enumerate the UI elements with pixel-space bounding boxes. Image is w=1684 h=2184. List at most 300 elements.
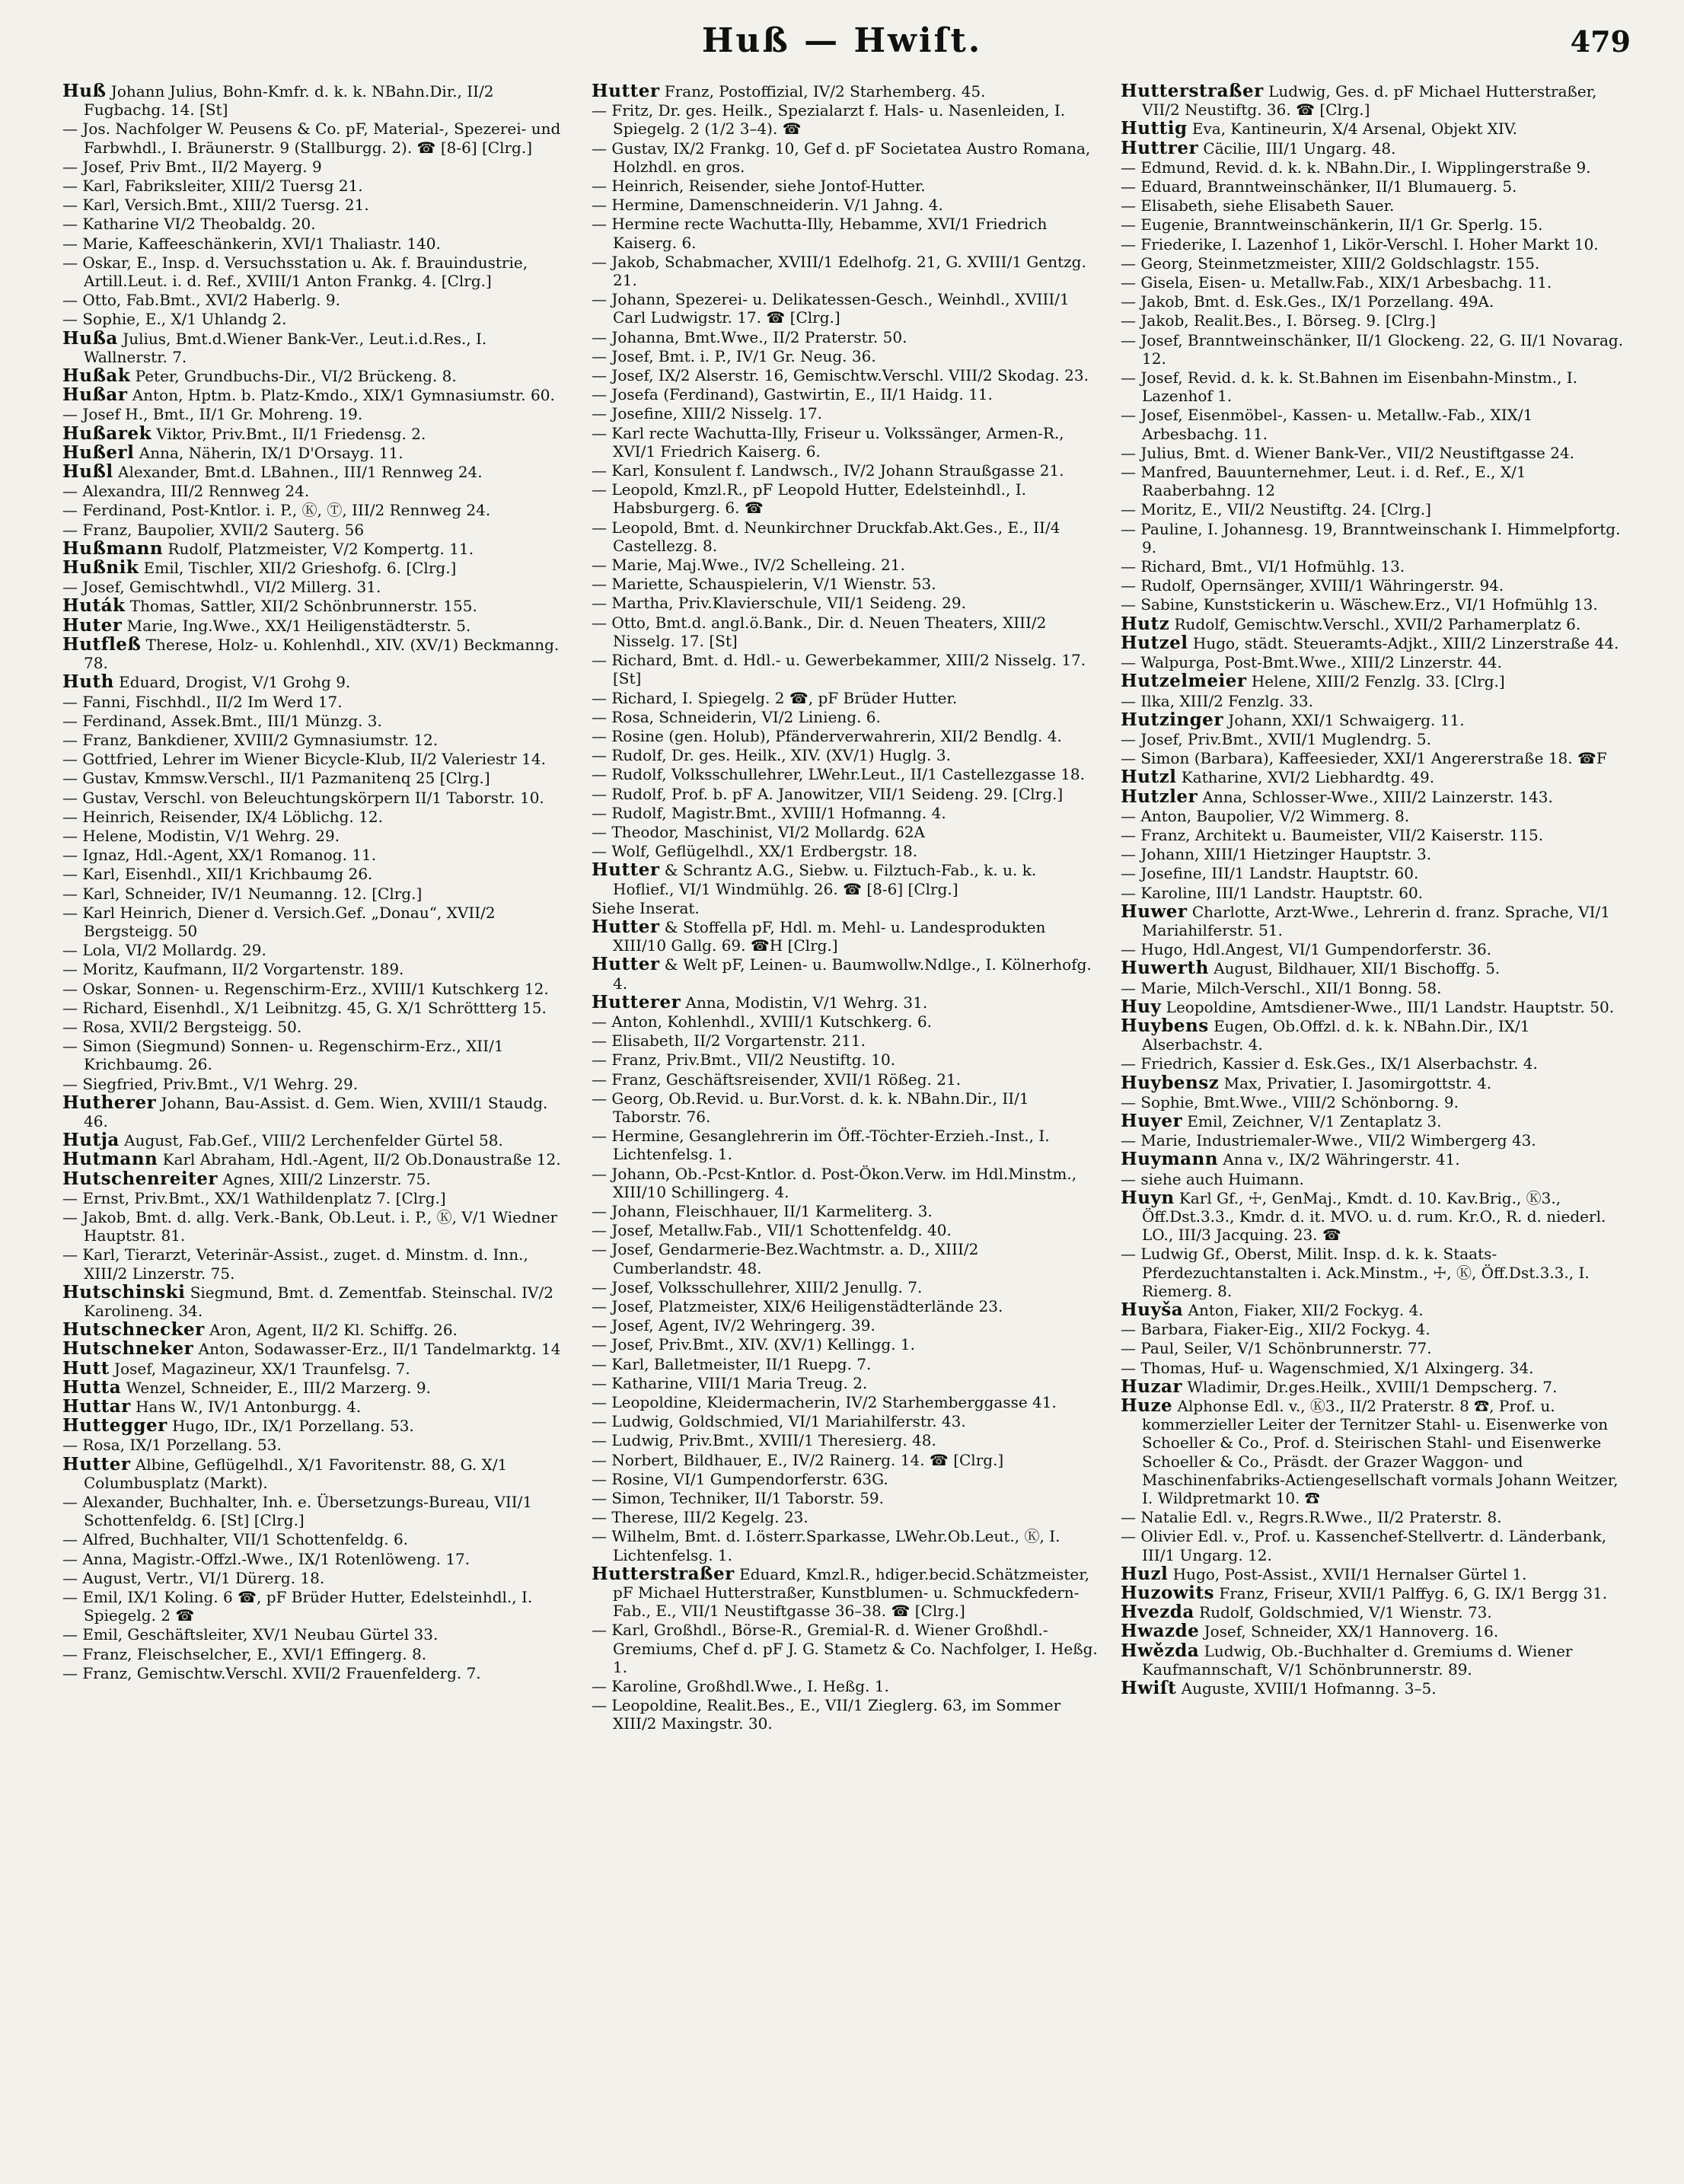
entry-text: — Johann, Spezerei- u. Delikatessen-Gesch., Weinhdl., XVIII/1 Carl Ludwigstr. 17. ☎ [Clrg.] xyxy=(592,290,1070,327)
entry-text: — Josef, Platzmeister, XIX/6 Heiligenstädterlände 23. xyxy=(592,1297,1003,1315)
directory-entry xyxy=(62,1283,572,1320)
entry-text: — Simon (Siegmund) Sonnen- u. Regenschirm-Erz., XII/1 Krichbaumg. 26. xyxy=(62,1037,504,1074)
entry-text: — Sophie, Bmt.Wwe., VIII/2 Schönborng. 9. xyxy=(1121,1092,1459,1111)
directory-entry xyxy=(62,1664,572,1682)
directory-entry xyxy=(1121,788,1631,806)
entry-text: — Josef, Revid. d. k. k. St.Bahnen im Eisenbahn-Minstm., I. Lazenhof 1. xyxy=(1121,368,1578,406)
entry-text: — Ignaz, Hdl.-Agent, XX/1 Romanog. 11. xyxy=(62,846,377,865)
entry-text: — Oskar, Sonnen- u. Regenschirm-Erz., XVIII/1 Kutschkerg 12. xyxy=(62,979,549,998)
entry-text: Hugo, Post-Assist., XVII/1 Hernalser Gürtel 1. xyxy=(1168,1564,1527,1583)
directory-entry xyxy=(1121,1112,1631,1130)
directory-entry xyxy=(1121,903,1631,939)
directory-entry xyxy=(62,750,572,768)
entry-surname: Huttrer xyxy=(1121,137,1199,158)
directory-entry xyxy=(592,1374,1102,1392)
entry-surname: Hutterstraßer xyxy=(592,1563,735,1584)
entry-text: Josef, Schneider, XX/1 Hannoverg. 16. xyxy=(1199,1622,1499,1641)
directory-entry xyxy=(1121,615,1631,633)
entry-text: — Heinrich, Reisender, IX/4 Löblichg. 12. xyxy=(62,807,383,826)
entry-text: August, Bildhauer, XII/1 Bischoffg. 5. xyxy=(1208,959,1501,978)
entry-text: — Jos. Nachfolger W. Peusens & Co. pF, Material-, Spezerei- und Farbwhdl., I. Bräunerstr. 9 (Stallburgg. 2). ☎ [8-6] [Clrg.] xyxy=(62,120,561,157)
directory-entry xyxy=(1121,672,1631,690)
directory-entry xyxy=(592,1696,1102,1733)
directory-entry xyxy=(592,366,1102,384)
entry-text: — Thomas, Huf- u. Wagenschmied, X/1 Alxingerg. 34. xyxy=(1121,1358,1534,1377)
directory-entry xyxy=(592,918,1102,955)
directory-entry xyxy=(592,1451,1102,1469)
directory-entry xyxy=(62,1645,572,1663)
directory-entry xyxy=(592,1202,1102,1220)
entry-text: Peter, Grundbuchs-Dir., VI/2 Brückeng. 8. xyxy=(130,367,457,386)
directory-columns xyxy=(62,82,1646,2168)
directory-entry xyxy=(592,785,1102,803)
directory-entry xyxy=(592,765,1102,783)
directory-entry xyxy=(592,1393,1102,1411)
entry-text: — Rudolf, Opernsänger, XVIII/1 Währingerstr. 94. xyxy=(1121,576,1504,595)
directory-entry xyxy=(62,1170,572,1188)
entry-surname: Hutter xyxy=(592,916,660,937)
directory-entry xyxy=(592,1527,1102,1564)
entry-text: Anton, Fiaker, XII/2 Fockyg. 4. xyxy=(1183,1301,1424,1319)
directory-entry xyxy=(1121,711,1631,729)
entry-surname: Hutta xyxy=(62,1376,122,1398)
directory-entry xyxy=(592,1240,1102,1277)
entry-text: — Karl, Eisenhdl., XII/1 Krichbaumg 26. xyxy=(62,865,373,884)
page-number: 479 xyxy=(1570,24,1631,59)
entry-text: — Gustav, Verschl. von Beleuchtungskörpern II/1 Taborstr. 10. xyxy=(62,788,544,807)
directory-entry xyxy=(592,424,1102,461)
entry-surname: Hußl xyxy=(62,461,113,483)
entry-text: Helene, XIII/2 Fenzlg. 33. [Clrg.] xyxy=(1246,672,1505,691)
directory-entry xyxy=(62,1208,572,1245)
entry-text: — Hermine, Damenschneiderin. V/1 Jahng. 4. xyxy=(592,196,943,215)
entry-text: Siegmund, Bmt. d. Zementfab. Steinschal. IV/2 Karolineng. 34. xyxy=(84,1283,553,1320)
directory-entry xyxy=(1121,196,1631,215)
directory-entry xyxy=(592,1127,1102,1163)
entry-text: Wenzel, Schneider, E., III/2 Marzerg. 9. xyxy=(121,1378,431,1397)
entry-text: — Hugo, Hdl.Angest, VI/1 Gumpendorferstr. 36. xyxy=(1121,940,1492,959)
directory-entry xyxy=(62,386,572,404)
entry-text: — Josef, Eisenmöbel-, Kassen- u. Metallw.-Fab., XIX/1 Arbesbachg. 11. xyxy=(1121,406,1533,443)
directory-entry xyxy=(62,501,572,519)
directory-entry xyxy=(592,1412,1102,1430)
directory-entry xyxy=(1121,177,1631,196)
directory-entry xyxy=(1121,158,1631,177)
directory-entry xyxy=(62,1588,572,1624)
directory-entry xyxy=(592,1677,1102,1695)
directory-entry xyxy=(62,673,572,691)
entry-text: Eugen, Ob.Offzl. d. k. k. NBahn.Dir., IX/1 Alserbachstr. 4. xyxy=(1142,1016,1530,1054)
directory-entry xyxy=(592,556,1102,574)
directory-entry xyxy=(1121,254,1631,273)
directory-entry xyxy=(62,1569,572,1587)
entry-text: Aron, Agent, II/2 Kl. Schiffg. 26. xyxy=(204,1321,458,1340)
directory-entry xyxy=(1121,1508,1631,1526)
directory-entry xyxy=(62,521,572,539)
entry-text: — Jakob, Schabmacher, XVIII/1 Edelhofg. 21, G. XVIII/1 Gentzg. 21. xyxy=(592,252,1086,290)
directory-entry xyxy=(62,865,572,883)
directory-entry xyxy=(592,993,1102,1012)
directory-entry xyxy=(62,82,572,119)
entry-text: Johann, XXI/1 Schwaigerg. 11. xyxy=(1223,710,1465,729)
entry-text: — Manfred, Bauunternehmer, Leut. i. d. Ref., E., X/1 Raaberbahng. 12 xyxy=(1121,463,1526,500)
entry-surname: Huybensz xyxy=(1121,1072,1220,1093)
directory-entry xyxy=(62,1625,572,1644)
entry-text: — Karl, Fabriksleiter, XIII/2 Tuersg 21. xyxy=(62,177,363,196)
directory-entry xyxy=(592,1089,1102,1126)
entry-text: — Alexandra, III/2 Rennweg 24. xyxy=(62,482,310,501)
directory-entry xyxy=(1121,1565,1631,1583)
directory-entry xyxy=(592,215,1102,251)
directory-entry xyxy=(1121,749,1631,767)
directory-entry xyxy=(62,789,572,807)
directory-entry xyxy=(592,1470,1102,1488)
entry-text: Charlotte, Arzt-Wwe., Lehrerin d. franz. Sprache, VI/1 Mariahilferstr. 51. xyxy=(1142,902,1610,939)
entry-text: Anna, Schlosser-Wwe., XIII/2 Lainzerstr. 143. xyxy=(1198,787,1553,806)
entry-text: — Lola, VI/2 Mollardg. 29. xyxy=(62,941,266,960)
entry-surname: Huß xyxy=(62,82,107,101)
directory-entry xyxy=(62,1340,572,1358)
directory-entry xyxy=(1121,959,1631,977)
entry-text: — Walpurga, Post-Bmt.Wwe., XIII/2 Linzerstr. 44. xyxy=(1121,653,1503,672)
directory-entry xyxy=(62,885,572,903)
directory-entry xyxy=(62,633,572,673)
directory-entry xyxy=(592,955,1102,992)
entry-surname: Hutherer xyxy=(62,1092,157,1113)
directory-entry xyxy=(1121,1359,1631,1377)
entry-text: — Hermine, Gesanglehrerin im Öff.-Töchter-Erzieh.-Inst., I. Lichtenfelsg. 1. xyxy=(592,1127,1050,1164)
entry-surname: Hußnik xyxy=(62,557,139,579)
directory-entry xyxy=(1121,864,1631,882)
entry-text: Max, Privatier, I. Jasomirgottstr. 4. xyxy=(1219,1073,1492,1092)
directory-entry xyxy=(592,575,1102,593)
directory-entry xyxy=(1121,1017,1631,1054)
directory-entry xyxy=(1121,273,1631,292)
entry-text: — Josef, IX/2 Alserstr. 16, Gemischtw.Verschl. VIII/2 Skodag. 23. xyxy=(592,366,1089,385)
entry-text: Alphonse Edl. v., Ⓚ3., II/2 Praterstr. 8 ☎, Prof. u. kommerzieller Leiter der Ternitzer Stahl- u. Eisenwerke von Schoeller & Co., Prof. d. Steirischen Stahl- und Eisenwerke Schoeller & Co., Präsdt. der Grazer Waggon- und Maschinenfabriks-Actiengesellschaft vormals Johann Weitzer, I. Wildpretmarkt 10. ☎ xyxy=(1142,1397,1619,1508)
directory-entry xyxy=(62,769,572,787)
entry-text: — Josef, Agent, IV/2 Wehringerg. 39. xyxy=(592,1316,875,1335)
directory-entry xyxy=(1121,1189,1631,1245)
directory-entry xyxy=(62,367,572,385)
entry-text: Wladimir, Dr.ges.Heilk., XVIII/1 Dempscherg. 7. xyxy=(1182,1377,1558,1396)
directory-entry xyxy=(592,861,1102,898)
directory-entry xyxy=(1121,1150,1631,1169)
entry-text: — Katharine VI/2 Theobaldg. 20. xyxy=(62,215,316,234)
directory-entry xyxy=(1121,235,1631,253)
directory-entry xyxy=(62,578,572,596)
page-header xyxy=(0,21,1684,75)
entry-text: — Siegfried, Priv.Bmt., V/1 Wehrg. 29. xyxy=(62,1074,359,1093)
entry-text: Franz, Friseur, XVII/1 Palffyg. 6, G. IX/1 Bergg 31. xyxy=(1214,1584,1608,1603)
entry-text: — Simon (Barbara), Kaffeesieder, XXI/1 Angererstraße 18. ☎F xyxy=(1121,749,1607,768)
directory-entry xyxy=(62,1189,572,1207)
entry-text: — Oskar, E., Insp. d. Versuchsstation u. Ak. f. Brauindustrie, Artill.Leut. i. d. Ref., XVIII/1 Anton Frankg. 4. [Clrg.] xyxy=(62,253,528,291)
directory-entry xyxy=(62,1398,572,1416)
entry-surname: Hußar xyxy=(62,384,128,406)
directory-entry xyxy=(1121,1320,1631,1338)
entry-text: Anton, Hptm. b. Platz-Kmdo., XIX/1 Gymnasiumstr. 60. xyxy=(127,386,555,405)
directory-entry xyxy=(1121,1093,1631,1111)
entry-surname: Huttegger xyxy=(62,1415,167,1436)
entry-text: — Olivier Edl. v., Prof. u. Kassenchef-Stellvertr. d. Länderbank, III/1 Ungarg. 12. xyxy=(1121,1527,1607,1564)
directory-entry xyxy=(62,1150,572,1169)
entry-text: — Pauline, I. Johannesg. 19, Branntweinschank I. Himmelpfortg. 9. xyxy=(1121,519,1621,556)
directory-entry xyxy=(62,1321,572,1339)
entry-text: — Rudolf, Magistr.Bmt., XVIII/1 Hofmanng. 4. xyxy=(592,803,946,822)
entry-text: Karl Gf., ☩, GenMaj., Kmdt. d. 10. Kav.Brig., Ⓚ3., Öff.Dst.3.3., Kmdr. d. it. MVO. u. d. rum. Kr.O., R. d. niederl. LO., III/3 Jacquing. 23. ☎ xyxy=(1142,1188,1606,1245)
directory-entry xyxy=(592,804,1102,822)
entry-text: — Josefa (Ferdinand), Gastwirtin, E., II/1 Haidg. 11. xyxy=(592,385,993,404)
directory-entry xyxy=(592,1297,1102,1315)
entry-text: Viktor, Priv.Bmt., II/1 Friedensg. 2. xyxy=(151,424,426,443)
entry-text: Albine, Geflügelhdl., X/1 Favoritenstr. 88, G. X/1 Columbusplatz (Markt). xyxy=(84,1455,508,1492)
directory-entry xyxy=(62,1417,572,1435)
entry-text: — Karl, Versich.Bmt., XIII/2 Tuersg. 21. xyxy=(62,196,369,215)
entry-surname: Huymann xyxy=(1121,1149,1219,1170)
directory-entry xyxy=(592,1316,1102,1334)
entry-text: Leopoldine, Amtsdiener-Wwe., III/1 Landstr. Hauptstr. 50. xyxy=(1161,997,1615,1016)
entry-text: — Josef, Gendarmerie-Bez.Wachtmstr. a. D., XIII/2 Cumberlandstr. 48. xyxy=(592,1240,979,1277)
directory-entry xyxy=(1121,82,1631,119)
directory-entry xyxy=(1121,845,1631,863)
directory-entry xyxy=(592,404,1102,422)
entry-surname: Hutter xyxy=(592,82,660,101)
entry-text: — Paul, Seiler, V/1 Schönbrunnerstr. 77. xyxy=(1121,1339,1432,1358)
entry-text: — Moritz, Kaufmann, II/2 Vorgartenstr. 189. xyxy=(62,960,404,979)
entry-text: — Karl, Schneider, IV/1 Neumanng. 12. [Clrg.] xyxy=(62,884,423,903)
entry-surname: Hutzler xyxy=(1121,786,1198,807)
directory-entry xyxy=(1121,139,1631,158)
entry-text: — Karl Heinrich, Diener d. Versich.Gef. „Donau“, XVII/2 Bergsteigg. 50 xyxy=(62,903,496,940)
entry-surname: Hutmann xyxy=(62,1149,158,1170)
directory-entry xyxy=(1121,406,1631,442)
entry-text: — Johann, XIII/1 Hietzinger Hauptstr. 3. xyxy=(1121,845,1432,864)
directory-entry xyxy=(62,941,572,959)
directory-entry xyxy=(62,1245,572,1282)
entry-text: Emil, Zeichner, V/1 Zentaplatz 3. xyxy=(1182,1111,1442,1130)
entry-text: — Otto, Fab.Bmt., XVI/2 Haberlg. 9. xyxy=(62,291,340,310)
directory-entry xyxy=(62,177,572,195)
entry-surname: Hutter xyxy=(62,1453,131,1475)
directory-entry xyxy=(592,1070,1102,1089)
entry-text: — Sabine, Kunststickerin u. Wäschew.Erz., VI/1 Hofmühlg 13. xyxy=(1121,595,1598,614)
entry-text: — Ernst, Priv.Bmt., XX/1 Wathildenplatz 7. [Clrg.] xyxy=(62,1188,446,1207)
entry-text: — Leopoldine, Realit.Bes., E., VII/1 Zieglerg. 63, im Sommer XIII/2 Maxingstr. 30. xyxy=(592,1696,1061,1733)
directory-entry xyxy=(592,1355,1102,1373)
entry-text: — Wilhelm, Bmt. d. I.österr.Sparkasse, LWehr.Ob.Leut., Ⓚ, I. Lichtenfelsg. 1. xyxy=(592,1527,1060,1564)
entry-text: — Karl, Balletmeister, II/1 Ruepg. 7. xyxy=(592,1354,872,1373)
directory-entry xyxy=(592,518,1102,555)
directory-entry xyxy=(1121,520,1631,556)
directory-entry xyxy=(62,1037,572,1073)
entry-text: & Welt pF, Leinen- u. Baumwollw.Ndlge., I. Kölnerhofg. 4. xyxy=(613,955,1092,993)
directory-entry xyxy=(592,347,1102,365)
entry-text: — Leopold, Bmt. d. Neunkirchner Druckfab.Akt.Ges., E., II/4 Castellezg. 8. xyxy=(592,518,1060,555)
directory-entry xyxy=(1121,826,1631,844)
directory-entry xyxy=(62,693,572,711)
entry-text: — Ludwig, Goldschmied, VI/1 Mariahilferstr. 43. xyxy=(592,1412,966,1431)
entry-text: — Jakob, Bmt. d. Esk.Ges., IX/1 Porzellang. 49A. xyxy=(1121,292,1494,311)
entry-text: — Gustav, IX/2 Frankg. 10, Gef d. pF Societatea Austro Romana, Holzhdl. en gros. xyxy=(592,139,1091,176)
directory-entry xyxy=(62,559,572,577)
entry-text: — Julius, Bmt. d. Wiener Bank-Ver., VII/2 Neustiftgasse 24. xyxy=(1121,443,1575,462)
entry-surname: Hutzel xyxy=(1121,632,1188,653)
entry-text: Ludwig, Ges. d. pF Michael Hutterstraßer, VII/2 Neustiftg. 36. ☎ [Clrg.] xyxy=(1142,82,1597,120)
directory-entry xyxy=(1121,979,1631,997)
directory-entry xyxy=(1121,1245,1631,1300)
directory-entry xyxy=(62,234,572,253)
entry-text: — Franz, Geschäftsreisender, XVII/1 Rößeg. 21. xyxy=(592,1070,962,1089)
entry-text: Eva, Kantineurin, X/4 Arsenal, Objekt XIV. xyxy=(1187,120,1518,139)
entry-text: — Gustav, Kmmsw.Verschl., II/1 Pazmanitenq 25 [Clrg.] xyxy=(62,769,490,788)
directory-entry xyxy=(1121,884,1631,902)
directory-entry xyxy=(592,689,1102,707)
directory-entry xyxy=(62,422,572,444)
entry-text: — Emil, IX/1 Koling. 6 ☎, pF Brüder Hutter, Edelsteinhdl., I. Spiegelg. 2 ☎ xyxy=(62,1588,533,1625)
directory-entry xyxy=(62,827,572,845)
entry-text: — Rosa, XVII/2 Bergsteigg. 50. xyxy=(62,1017,302,1036)
entry-text: — Natalie Edl. v., Regrs.R.Wwe., II/2 Praterstr. 8. xyxy=(1121,1508,1502,1527)
entry-text: — Franz, Fleischselcher, E., XVI/1 Effingerg. 8. xyxy=(62,1644,427,1663)
directory-entry xyxy=(62,1376,572,1398)
directory-entry xyxy=(592,746,1102,764)
directory-entry xyxy=(62,1455,572,1492)
directory-entry xyxy=(1121,500,1631,518)
directory-entry xyxy=(592,1278,1102,1296)
directory-entry xyxy=(592,253,1102,289)
entry-surname: Hvezda xyxy=(1121,1602,1194,1623)
entry-text: — Anton, Baupolier, V/2 Wimmerg. 8. xyxy=(1121,806,1410,825)
entry-text: — Josef, Priv Bmt., II/2 Mayerg. 9 xyxy=(62,157,322,176)
entry-text: — Anna, Magistr.-Offzl.-Wwe., IX/1 Rotenlöweng. 17. xyxy=(62,1549,470,1568)
directory-entry xyxy=(592,177,1102,195)
directory-entry xyxy=(62,482,572,500)
directory-entry xyxy=(1121,1074,1631,1092)
directory-entry xyxy=(1121,807,1631,825)
entry-text: Auguste, XVIII/1 Hofmanng. 3–5. xyxy=(1176,1679,1437,1698)
entry-surname: Hutzelmeier xyxy=(1121,671,1247,692)
directory-entry xyxy=(62,1493,572,1529)
entry-surname: Hutschneker xyxy=(62,1338,194,1360)
directory-entry xyxy=(1121,998,1631,1016)
directory-entry xyxy=(592,1621,1102,1676)
directory-entry xyxy=(62,196,572,214)
entry-text: — Sophie, E., X/1 Uhlandg 2. xyxy=(62,310,287,329)
directory-entry xyxy=(62,731,572,749)
directory-entry xyxy=(1121,1378,1631,1396)
entry-text: — Ludwig, Priv.Bmt., XVIII/1 Theresierg. 48. xyxy=(592,1431,936,1450)
entry-text: — Josef, Bmt. i. P., IV/1 Gr. Neug. 36. xyxy=(592,346,876,365)
entry-surname: Huze xyxy=(1121,1395,1173,1417)
directory-entry xyxy=(62,310,572,328)
entry-text: — Ludwig Gf., Oberst, Milit. Insp. d. k. k. Staats-Pferdezuchtanstalten i. Ack.Minstm., ☩, Ⓚ, Öff.Dst.3.3., I. Riemerg. 8. xyxy=(1121,1245,1590,1300)
entry-text: — Johann, Ob.-Pcst-Kntlor. d. Post-Ökon.Verw. im Hdl.Minstm., XIII/10 Schillingerg. 4. xyxy=(592,1164,1077,1201)
entry-surname: Huzowits xyxy=(1121,1583,1214,1604)
entry-surname: Hutja xyxy=(62,1130,120,1151)
directory-entry xyxy=(1121,1170,1631,1188)
entry-text: — Rudolf, Volksschullehrer, LWehr.Leut., II/1 Castellezgasse 18. xyxy=(592,765,1085,784)
entry-text: — Mariette, Schauspielerin, V/1 Wienstr. 53. xyxy=(592,575,936,594)
entry-surname: Hußak xyxy=(62,365,131,387)
entry-text: — Marie, Milch-Verschl., XII/1 Bonng. 58. xyxy=(1121,978,1442,997)
directory-entry xyxy=(62,215,572,233)
entry-text: Rudolf, Gemischtw.Verschl., XVII/2 Parhamerplatz 6. xyxy=(1169,614,1581,633)
entry-text: — Ferdinand, Assek.Bmt., III/1 Münzg. 3. xyxy=(62,711,382,730)
entry-surname: Hutt xyxy=(62,1357,110,1379)
entry-text: — Richard, I. Spiegelg. 2 ☎, pF Brüder Hutter. xyxy=(592,688,958,707)
entry-text: — Franz, Architekt u. Baumeister, VII/2 Kaiserstr. 115. xyxy=(1121,825,1544,844)
entry-surname: Hußa xyxy=(62,327,118,349)
entry-surname: Huttar xyxy=(62,1396,131,1417)
entry-text: — Leopoldine, Kleidermacherin, IV/2 Starhemberggasse 41. xyxy=(592,1393,1057,1412)
entry-text: — siehe auch Huimann. xyxy=(1121,1169,1304,1188)
directory-entry xyxy=(1121,1301,1631,1319)
entry-text: — Jakob, Bmt. d. allg. Verk.-Bank, Ob.Leut. i. P., Ⓚ, V/1 Wiedner Hauptstr. 81. xyxy=(62,1207,558,1245)
entry-text: — Fritz, Dr. ges. Heilk., Spezialarzt f. Hals- u. Nasenleiden, I. Spiegelg. 2 (1/2 3–4). ☎ xyxy=(592,101,1066,139)
directory-entry xyxy=(1121,557,1631,575)
directory-entry xyxy=(1121,1131,1631,1149)
directory-entry xyxy=(62,712,572,730)
directory-entry xyxy=(592,1221,1102,1239)
entry-text: Alexander, Bmt.d. LBahnen., III/1 Rennweg 24. xyxy=(113,463,483,482)
entry-text: — Marie, Kaffeeschänkerin, XVI/1 Thaliastr. 140. xyxy=(62,234,441,253)
entry-text: — Leopold, Kmzl.R., pF Leopold Hutter, Edelsteinhdl., I. Habsburgerg. 6. ☎ xyxy=(592,480,1026,518)
entry-surname: Hwazde xyxy=(1121,1621,1200,1642)
directory-entry xyxy=(1121,595,1631,614)
entry-text: & Schrantz A.G., Siebw. u. Filztuch-Fab., k. u. k. Hoflief., VI/1 Windmühlg. 26. ☎ [8-6] [Clrg.] xyxy=(613,861,1037,898)
entry-text: — Therese, III/2 Kegelg. 23. xyxy=(592,1508,809,1527)
entry-surname: Huwer xyxy=(1121,901,1188,922)
directory-entry xyxy=(592,614,1102,650)
directory-entry xyxy=(62,120,572,156)
entry-text: Thomas, Sattler, XII/2 Schönbrunnerstr. 155. xyxy=(125,597,477,616)
entry-surname: Hutschnecker xyxy=(62,1319,205,1341)
entry-text: Anna, Modistin, V/1 Wehrg. 31. xyxy=(681,993,928,1012)
directory-entry xyxy=(1121,768,1631,786)
entry-text: August, Fab.Gef., VIII/2 Lerchenfelder Gürtel 58. xyxy=(119,1131,503,1150)
entry-text: — Ferdinand, Post-Kntlor. i. P., Ⓚ, Ⓣ, III/2 Rennweg 24. xyxy=(62,501,491,520)
directory-entry xyxy=(62,291,572,309)
directory-entry xyxy=(62,253,572,290)
entry-text: — Rosine, VI/1 Gumpendorferstr. 63G. xyxy=(592,1469,888,1488)
entry-text: — Johann, Fleischhauer, II/1 Karmeliterg. 3. xyxy=(592,1201,933,1220)
entry-text: — Franz, Gemischtw.Verschl. XVII/2 Frauenfelderg. 7. xyxy=(62,1663,481,1682)
entry-text: — Karl, Tierarzt, Veterinär-Assist., zuget. d. Minstm. d. Inn., XIII/2 Linzerstr. 75. xyxy=(62,1245,528,1283)
entry-surname: Hußmann xyxy=(62,537,164,559)
entry-text: Agnes, XIII/2 Linzerstr. 75. xyxy=(217,1169,431,1188)
entry-surname: Hutterer xyxy=(592,991,681,1012)
entry-surname: Hutterstraßer xyxy=(1121,82,1264,101)
directory-entry xyxy=(62,960,572,978)
entry-text: — Marie, Maj.Wwe., IV/2 Schelleing. 21. xyxy=(592,556,905,575)
directory-entry xyxy=(1121,311,1631,330)
directory-entry xyxy=(592,480,1102,517)
entry-text: — Johanna, Bmt.Wwe., II/2 Praterstr. 50. xyxy=(592,327,907,346)
directory-entry xyxy=(1121,444,1631,462)
entry-surname: Hutfleß xyxy=(62,633,142,655)
entry-text: — Friederike, I. Lazenhof 1, Likör-Verschl. I. Hoher Markt 10. xyxy=(1121,234,1599,253)
directory-entry xyxy=(592,842,1102,860)
entry-text: — Rosine (gen. Holub), Pfänderverwahrerin, XII/2 Bendlg. 4. xyxy=(592,726,1062,745)
directory-entry xyxy=(62,1436,572,1454)
entry-text: — Josef, Volksschullehrer, XIII/2 Jenullg. 7. xyxy=(592,1277,923,1296)
entry-text: — Karoline, Großhdl.Wwe., I. Heßg. 1. xyxy=(592,1677,889,1696)
entry-surname: Huth xyxy=(62,671,114,693)
entry-text: — Friedrich, Kassier d. Esk.Ges., IX/1 Alserbachstr. 4. xyxy=(1121,1054,1538,1073)
entry-text: & Stoffella pF, Hdl. m. Mehl- u. Landesprodukten XIII/10 Gallg. 69. ☎H [Clrg.] xyxy=(613,917,1046,955)
entry-surname: Huyn xyxy=(1121,1187,1175,1208)
